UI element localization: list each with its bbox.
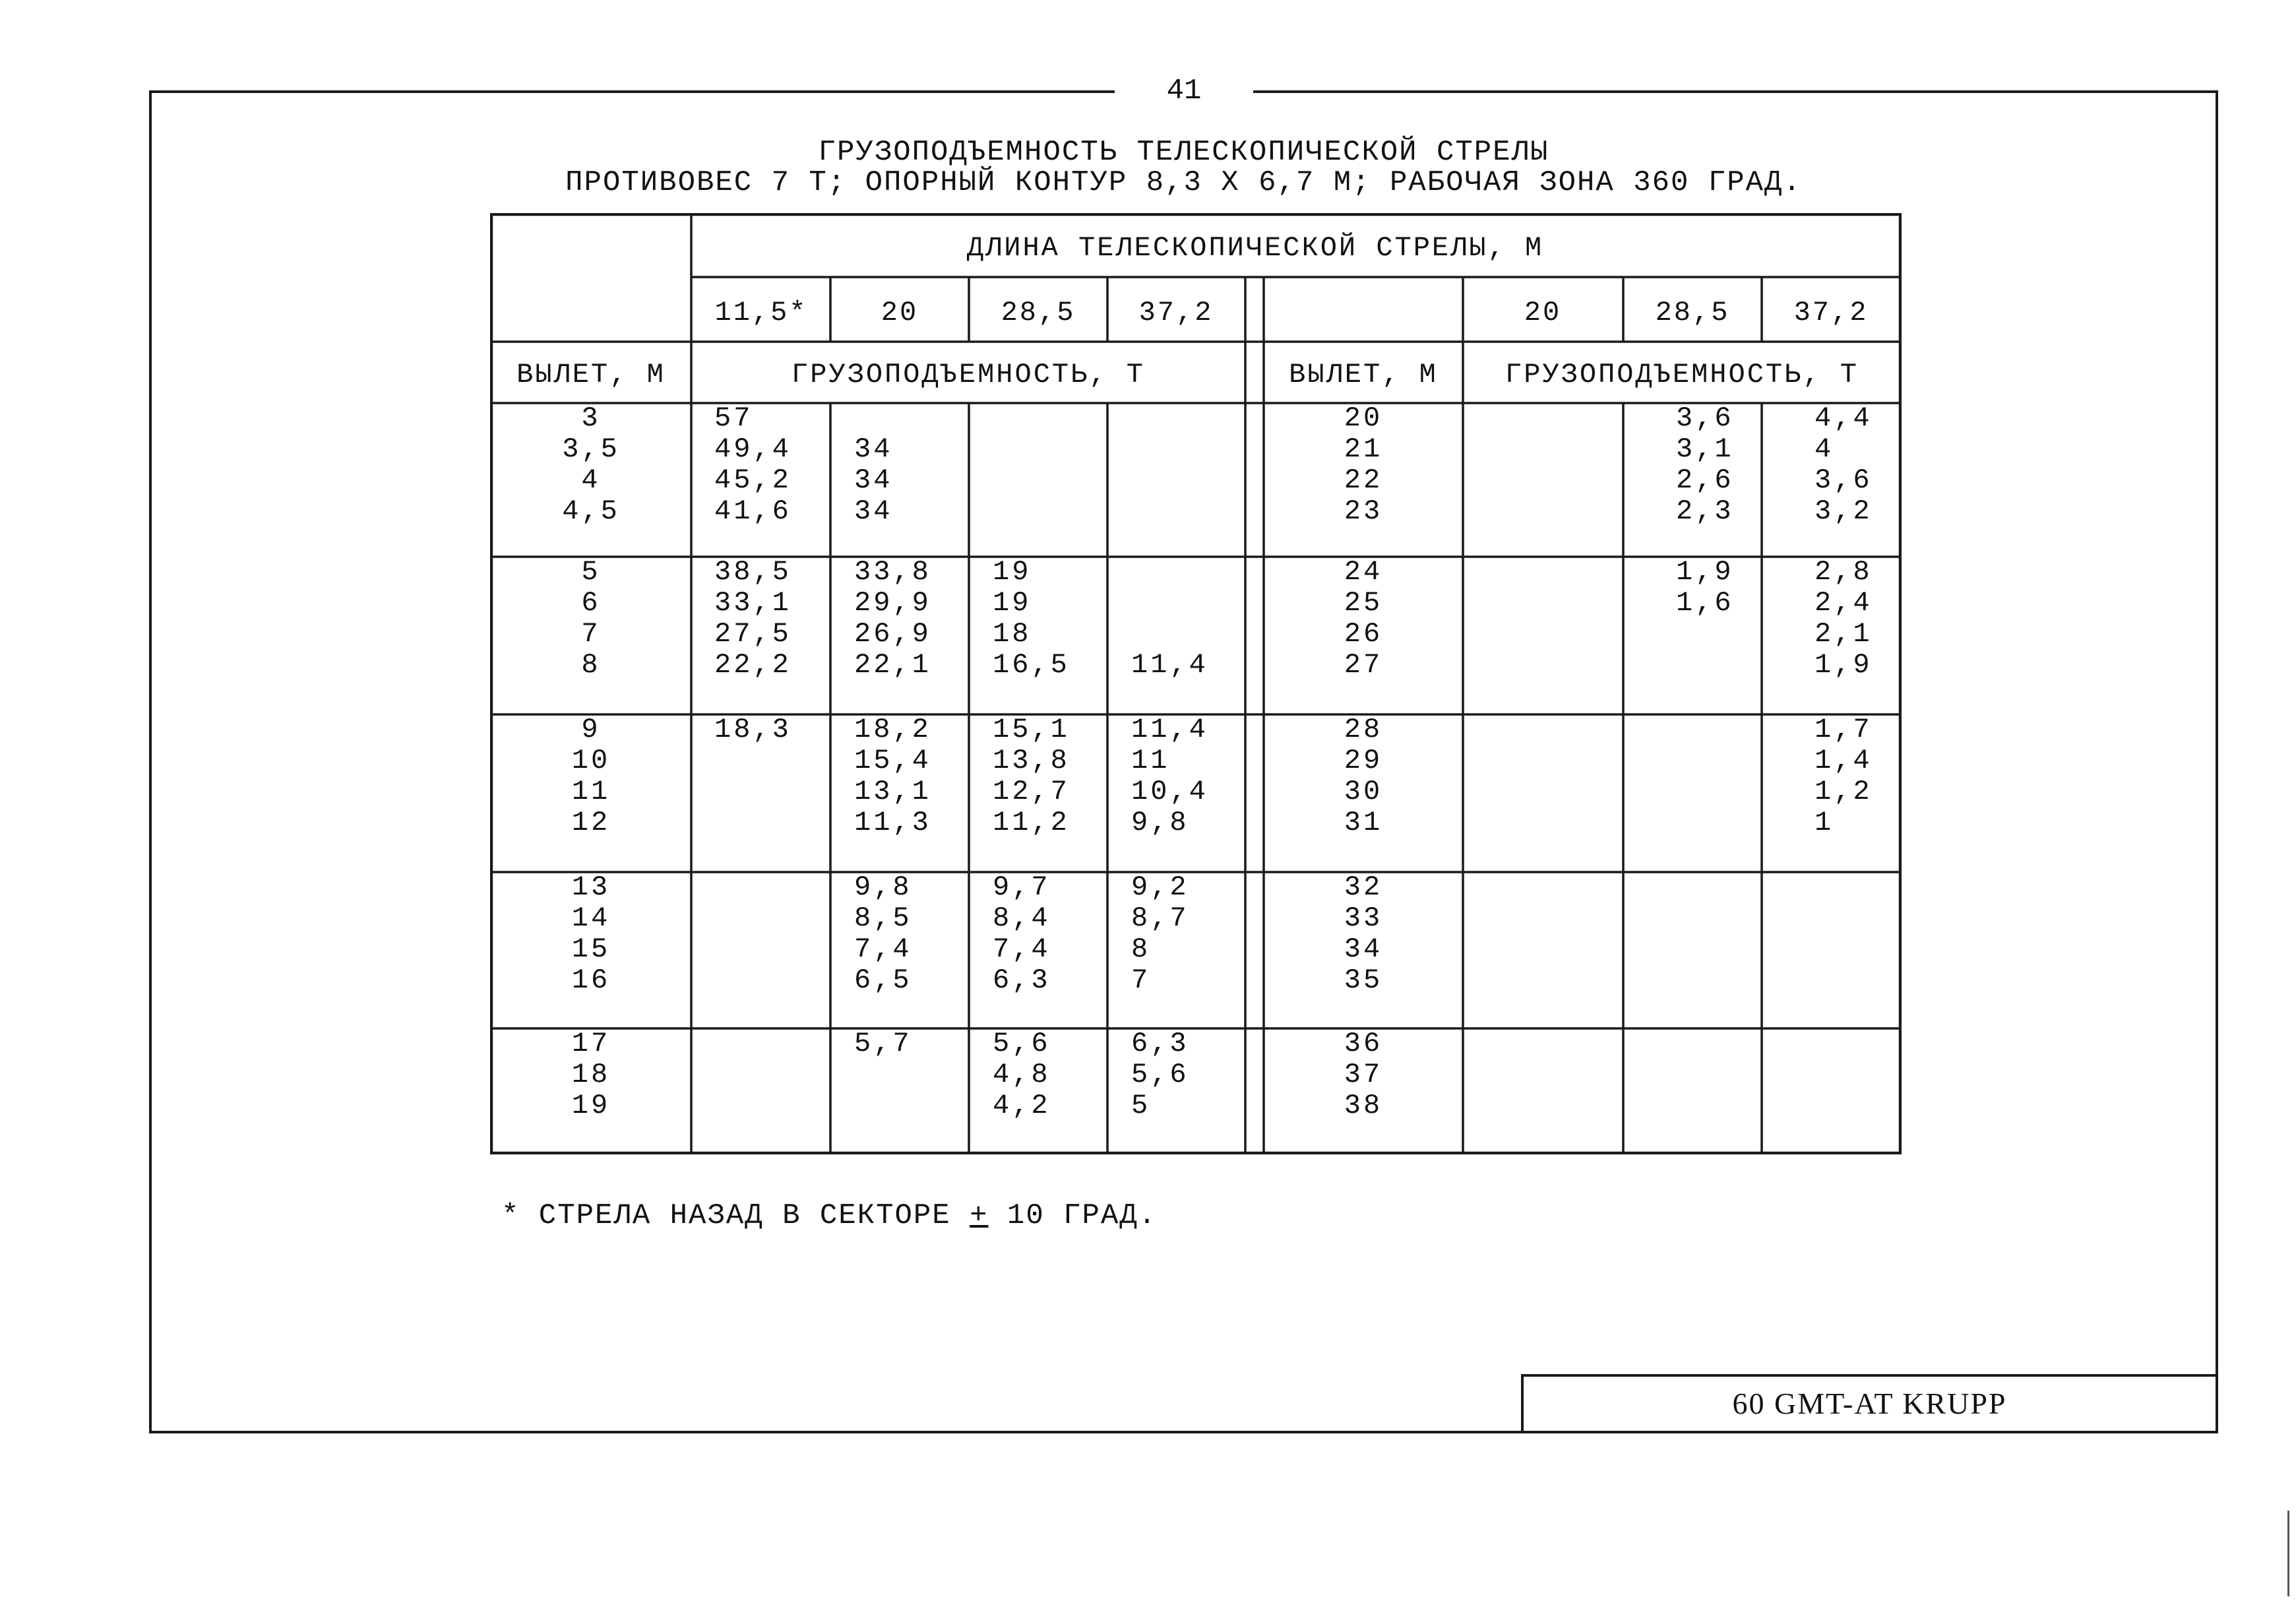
radius-cell: 30 <box>1344 776 1383 807</box>
radius-cell: 15 <box>571 933 611 965</box>
footnote-prefix: * СТРЕЛА НАЗАД В СЕКТОРЕ <box>501 1199 970 1232</box>
radius-cell: 22 <box>1344 464 1383 496</box>
radius-cell: 37 <box>1344 1059 1383 1090</box>
radius-cell: 35 <box>1344 964 1383 996</box>
radius-cell: 21 <box>1344 433 1383 465</box>
capacity-cell: 9,7 <box>993 871 1051 903</box>
capacity-cell: 15,1 <box>993 714 1070 745</box>
boom-length-20: 20 <box>881 297 919 329</box>
capacity-cell: 4,8 <box>993 1059 1051 1090</box>
capacity-cell: 13,8 <box>993 745 1070 776</box>
capacity-cell: 7,4 <box>854 933 912 965</box>
capacity-cell: 1,6 <box>1676 587 1734 619</box>
table-body <box>562 402 1872 1121</box>
radius-cell: 31 <box>1344 807 1383 838</box>
radius-cell: 26 <box>1344 618 1383 650</box>
boom-length-20-right: 20 <box>1524 297 1562 329</box>
radius-cell: 23 <box>1344 495 1383 527</box>
capacity-cell: 3,6 <box>1815 464 1873 496</box>
radius-cell: 11 <box>571 776 611 807</box>
capacity-cell: 5,7 <box>854 1028 912 1059</box>
radius-cell: 9 <box>581 714 601 745</box>
radius-cell: 29 <box>1344 745 1383 776</box>
capacity-cell: 10,4 <box>1131 776 1208 807</box>
radius-cell: 17 <box>571 1028 611 1059</box>
capacity-cell: 6,3 <box>1131 1028 1189 1059</box>
capacity-cell: 2,4 <box>1815 587 1873 619</box>
capacity-cell: 13,1 <box>854 776 931 807</box>
capacity-cell: 5,6 <box>993 1028 1051 1059</box>
model-label: 60 GMT-AT KRUPP <box>1732 1387 2007 1420</box>
capacity-cell: 9,8 <box>1131 807 1189 838</box>
radius-cell: 25 <box>1344 587 1383 619</box>
capacity-cell: 34 <box>854 464 893 496</box>
radius-cell: 3 <box>581 402 601 434</box>
capacity-cell: 15,4 <box>854 745 931 776</box>
model-stamp <box>1521 1374 2218 1433</box>
radius-cell: 16 <box>571 964 611 996</box>
capacity-cell: 33,8 <box>854 556 931 588</box>
boom-length-header: ДЛИНА ТЕЛЕСКОПИЧЕСКОЙ СТРЕЛЫ, М <box>966 232 1544 264</box>
capacity-cell: 26,9 <box>854 618 931 650</box>
radius-cell: 8 <box>581 649 601 681</box>
radius-cell: 4,5 <box>562 495 620 527</box>
capacity-cell: 1,9 <box>1815 649 1873 681</box>
capacity-cell: 45,2 <box>714 464 791 496</box>
capacity-cell: 11,4 <box>1131 649 1208 681</box>
radius-cell: 10 <box>571 745 611 776</box>
boom-length-28-5-right: 28,5 <box>1655 297 1730 329</box>
radius-cell: 19 <box>571 1090 611 1121</box>
capacity-cell: 3,2 <box>1815 495 1873 527</box>
capacity-cell: 2,1 <box>1815 618 1873 650</box>
capacity-cell: 4 <box>1815 433 1834 465</box>
boom-length-11-5: 11,5* <box>714 297 808 329</box>
radius-cell: 12 <box>571 807 611 838</box>
radius-cell: 20 <box>1344 402 1383 434</box>
capacity-cell: 38,5 <box>714 556 791 588</box>
capacity-table <box>490 213 1902 1154</box>
capacity-cell: 1 <box>1815 807 1834 838</box>
capacity-cell: 3,1 <box>1676 433 1734 465</box>
capacity-cell: 49,4 <box>714 433 791 465</box>
page-number: 41 <box>1115 71 1253 111</box>
capacity-cell: 18 <box>993 618 1032 650</box>
radius-cell: 34 <box>1344 933 1383 965</box>
table-title: ГРУЗОПОДЪЕМНОСТЬ ТЕЛЕСКОПИЧЕСКОЙ СТРЕЛЫ <box>818 136 1549 169</box>
capacity-cell: 11,3 <box>854 807 931 838</box>
radius-cell: 27 <box>1344 649 1383 681</box>
plus-minus-sign: + <box>970 1199 989 1232</box>
capacity-cell: 18,2 <box>854 714 931 745</box>
capacity-cell: 4,4 <box>1815 402 1873 434</box>
capacity-cell: 8,5 <box>854 902 912 934</box>
radius-cell: 36 <box>1344 1028 1383 1059</box>
capacity-cell: 2,3 <box>1676 495 1734 527</box>
capacity-cell: 9,2 <box>1131 871 1189 903</box>
capacity-cell: 22,1 <box>854 649 931 681</box>
scan-edge-mark <box>2287 1511 2289 1596</box>
capacity-label-right: ГРУЗОПОДЪЕМНОСТЬ, Т <box>1505 359 1859 391</box>
radius-cell: 18 <box>571 1059 611 1090</box>
radius-cell: 28 <box>1344 714 1383 745</box>
capacity-cell: 11 <box>1131 745 1170 776</box>
radius-cell: 13 <box>571 871 611 903</box>
capacity-cell: 18,3 <box>714 714 791 745</box>
capacity-cell: 9,8 <box>854 871 912 903</box>
capacity-cell: 33,1 <box>714 587 791 619</box>
capacity-cell: 2,8 <box>1815 556 1873 588</box>
capacity-cell: 19 <box>993 587 1032 619</box>
capacity-cell: 8 <box>1131 933 1151 965</box>
capacity-label-left: ГРУЗОПОДЪЕМНОСТЬ, Т <box>791 359 1145 391</box>
capacity-cell: 4,2 <box>993 1090 1051 1121</box>
footnote-suffix: 10 ГРАД. <box>988 1199 1158 1232</box>
capacity-cell: 1,9 <box>1676 556 1734 588</box>
capacity-cell: 16,5 <box>993 649 1070 681</box>
radius-cell: 4 <box>581 464 601 496</box>
capacity-cell: 8,7 <box>1131 902 1189 934</box>
capacity-cell: 27,5 <box>714 618 791 650</box>
capacity-cell: 3,6 <box>1676 402 1734 434</box>
table-grid <box>491 214 1900 1153</box>
radius-cell: 3,5 <box>562 433 620 465</box>
capacity-cell: 41,6 <box>714 495 791 527</box>
capacity-cell: 34 <box>854 495 893 527</box>
radius-cell: 32 <box>1344 871 1383 903</box>
capacity-cell: 5,6 <box>1131 1059 1189 1090</box>
boom-length-28-5: 28,5 <box>1001 297 1076 329</box>
capacity-cell: 29,9 <box>854 587 931 619</box>
capacity-cell: 6,5 <box>854 964 912 996</box>
boom-length-37-2: 37,2 <box>1138 297 1214 329</box>
capacity-cell: 57 <box>714 402 753 434</box>
capacity-cell: 6,3 <box>993 964 1051 996</box>
capacity-cell: 1,7 <box>1815 714 1873 745</box>
capacity-cell: 22,2 <box>714 649 791 681</box>
radius-cell: 5 <box>581 556 601 588</box>
radius-cell: 33 <box>1344 902 1383 934</box>
table-subtitle: ПРОТИВОВЕС 7 Т; ОПОРНЫЙ КОНТУР 8,3 Х 6,7 М; РАБОЧАЯ ЗОНА 360 ГРАД. <box>565 166 1802 199</box>
radius-label-left: ВЫЛЕТ, М <box>516 359 666 391</box>
capacity-cell: 34 <box>854 433 893 465</box>
capacity-cell: 11,2 <box>993 807 1070 838</box>
capacity-cell: 5 <box>1131 1090 1151 1121</box>
capacity-cell: 7 <box>1131 964 1151 996</box>
capacity-cell: 8,4 <box>993 902 1051 934</box>
capacity-cell: 1,2 <box>1815 776 1873 807</box>
capacity-cell: 1,4 <box>1815 745 1873 776</box>
capacity-cell: 11,4 <box>1131 714 1208 745</box>
capacity-cell: 19 <box>993 556 1032 588</box>
capacity-cell: 2,6 <box>1676 464 1734 496</box>
radius-cell: 14 <box>571 902 611 934</box>
boom-length-37-2-right: 37,2 <box>1793 297 1869 329</box>
radius-cell: 24 <box>1344 556 1383 588</box>
footnote <box>501 1199 1157 1232</box>
radius-cell: 7 <box>581 618 601 650</box>
capacity-cell: 12,7 <box>993 776 1070 807</box>
radius-label-right: ВЫЛЕТ, М <box>1289 359 1438 391</box>
radius-cell: 38 <box>1344 1090 1383 1121</box>
table-border <box>491 214 1900 1153</box>
capacity-cell: 7,4 <box>993 933 1051 965</box>
radius-cell: 6 <box>581 587 601 619</box>
